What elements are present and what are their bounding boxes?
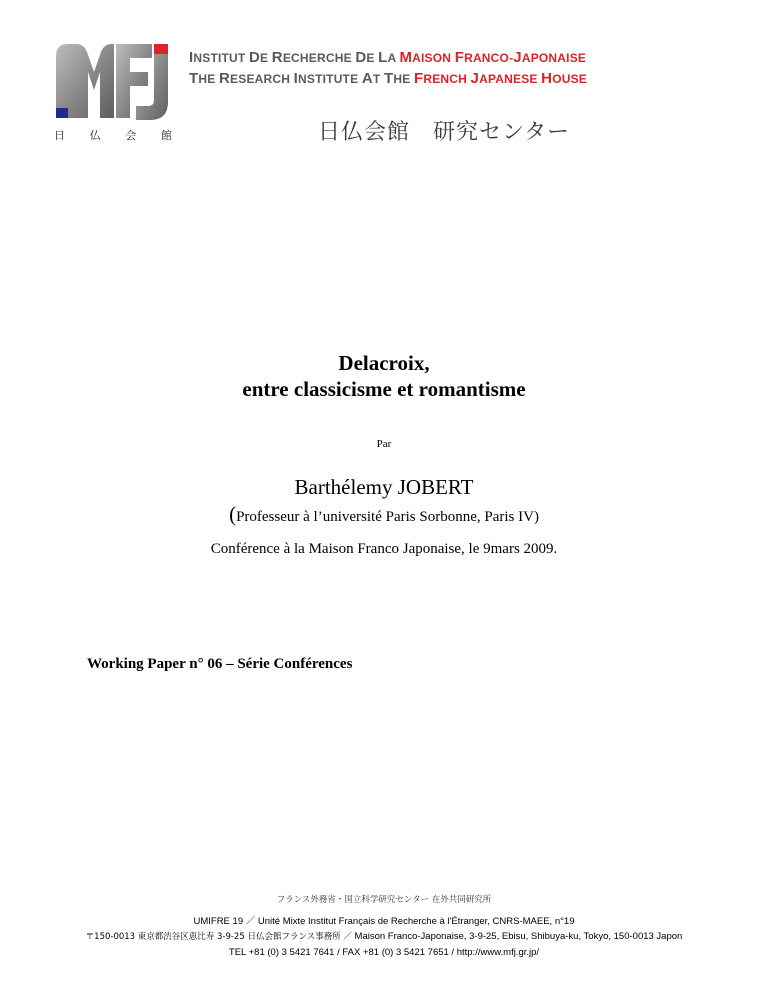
logo-kanji-1: 日 — [54, 129, 65, 142]
institute-en-word-4: THE — [383, 70, 414, 87]
institute-en-word-1: RESEARCH — [218, 70, 294, 87]
institute-en-word-0: THE — [189, 70, 219, 87]
institute-fr-word-6: FRANCO- — [454, 49, 514, 66]
mfj-logo-mark — [54, 42, 170, 122]
working-paper-label: Working Paper n° 06 – Série Conférences — [87, 656, 353, 672]
logo-kanji-4: 館 — [160, 129, 172, 142]
institute-fr-word-7: JAPONAISE — [513, 49, 587, 66]
by-label: Par — [376, 438, 392, 450]
institute-en-word-6: JAPANESE — [470, 70, 542, 87]
footer-line-1: UMIFRE 19 ／ Unité Mixte Institut Français de Recherche à l'Étranger, CNRS-MAEE, n°19 — [193, 916, 575, 927]
logo-kanji-2: 仏 — [89, 129, 101, 142]
institute-fr-word-0: INSTITUT — [189, 49, 249, 66]
japanese-title: 日仏会館 研究センター — [318, 120, 571, 145]
mfj-logo — [54, 42, 170, 122]
author-name: Barthélemy JOBERT — [294, 475, 474, 499]
affiliation-close-paren: ) — [533, 509, 539, 525]
institute-en-word-2: INSTITUTE — [293, 70, 362, 87]
institute-en-word-7: HOUSE — [541, 70, 587, 87]
logo-kanji — [54, 127, 172, 143]
affiliation-open-paren: ( — [229, 502, 237, 526]
logo-kanji-3: 会 — [125, 129, 137, 142]
institute-name-en — [189, 70, 587, 88]
institute-en-word-3: AT — [361, 70, 384, 87]
institute-fr-word-3: DE — [355, 49, 379, 66]
footer-address — [0, 930, 768, 942]
affiliation-text: Professeur à l’université Paris Sorbonne, Paris IV — [236, 509, 534, 525]
footer-address-fr: Maison Franco-Japonaise, 3-9-25, Ebisu, Shibuya-ku, Tokyo, 150-0013 Japon — [354, 931, 683, 942]
institute-name-fr — [189, 49, 586, 67]
footer-line-jp: フランス外務省・国立科学研究センター 在外共同研究所 — [276, 895, 492, 905]
institute-fr-word-5: MAISON — [399, 49, 455, 66]
institute-fr-word-4: LA — [378, 49, 400, 66]
title-line-2: entre classicisme et romantisme — [242, 377, 526, 401]
author-affiliation — [0, 502, 768, 527]
footer-contact: TEL +81 (0) 3 5421 7641 / FAX +81 (0) 3 5421 7651 / http://www.mfj.gr.jp/ — [228, 947, 540, 958]
institute-fr-word-1: DE — [248, 49, 272, 66]
conference-info: Conférence à la Maison Franco Japonaise, le 9mars 2009. — [210, 541, 558, 557]
paper-title — [0, 350, 768, 402]
footer-address-jp: 〒150-0013 東京都渋谷区恵比寿 3-9-25 日仏会館フランス事務所 ／ — [85, 932, 352, 942]
title-line-1: Delacroix, — [338, 351, 430, 375]
institute-en-word-5: FRENCH — [413, 70, 471, 87]
institute-fr-word-2: RECHERCHE — [271, 49, 356, 66]
